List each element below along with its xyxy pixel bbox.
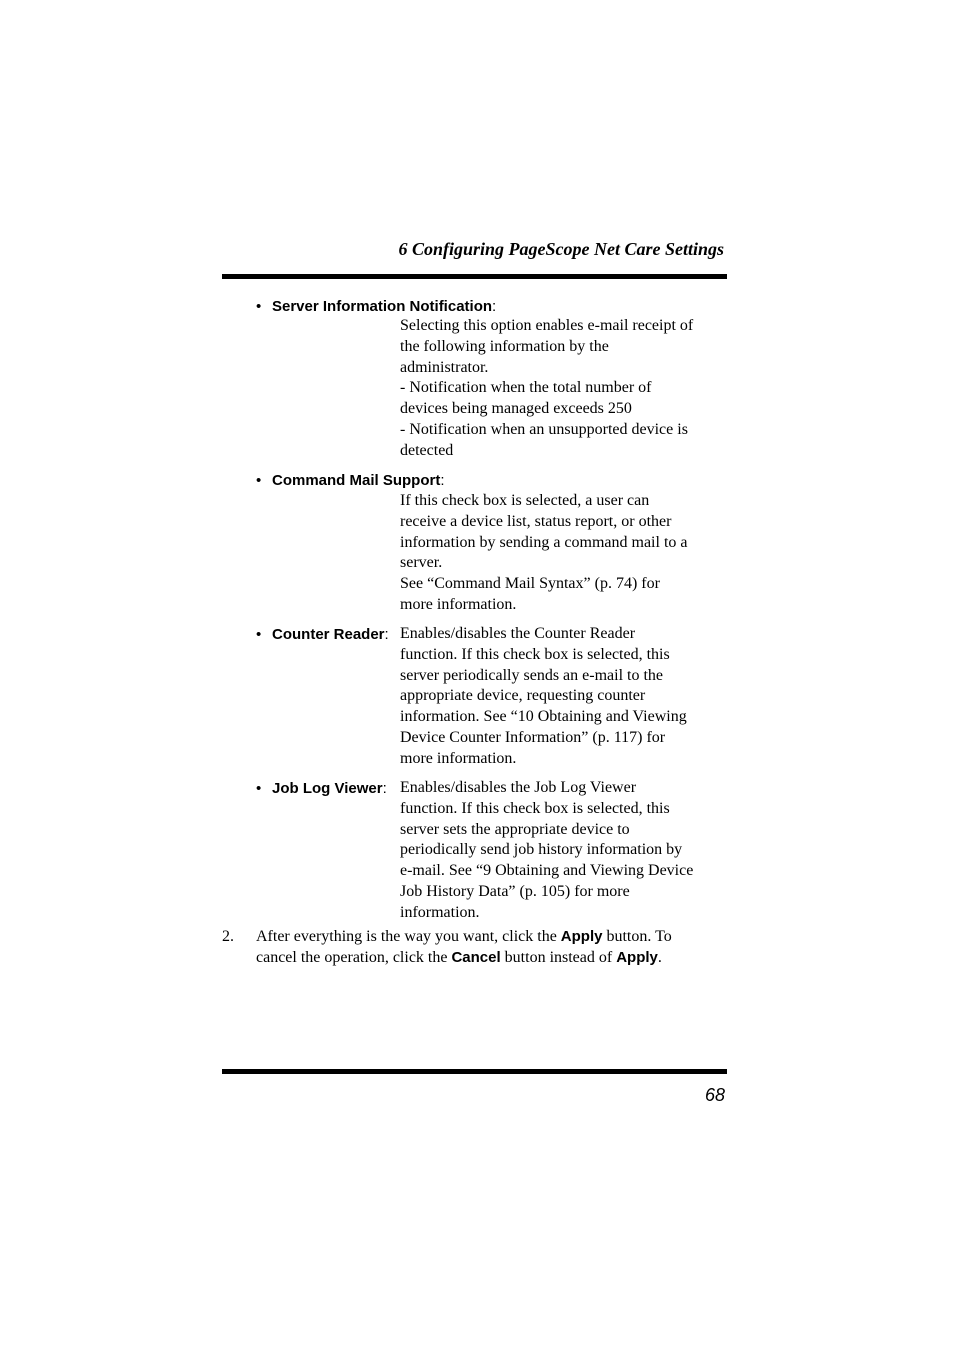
description-line: Enables/disables the Counter Reader bbox=[400, 625, 636, 642]
bullet-icon: • bbox=[256, 472, 262, 489]
description-line: periodically send job history information by bbox=[400, 841, 683, 859]
step-text-segment: After everything is the way you want, click the bbox=[256, 928, 561, 945]
chapter-header: 6 Configuring PageScope Net Care Settings bbox=[398, 239, 724, 259]
description-line: administrator. bbox=[400, 358, 489, 376]
step-text bbox=[256, 926, 672, 968]
page-number: 68 bbox=[704, 1085, 725, 1105]
apply-button-reference: Apply bbox=[560, 928, 603, 945]
header-rule bbox=[222, 274, 727, 279]
description-line: information by sending a command mail to a bbox=[400, 533, 688, 551]
bullet-heading-counter-reader bbox=[256, 624, 389, 645]
description-line: e-mail. See “9 Obtaining and Viewing Device bbox=[400, 862, 694, 880]
term-colon: : bbox=[440, 472, 445, 489]
description-line: more information. bbox=[400, 595, 517, 613]
description-line: more information. bbox=[400, 749, 517, 767]
description-line: the following information by the bbox=[400, 337, 609, 355]
apply-button-reference: Apply bbox=[616, 949, 658, 966]
term-label: Job Log Viewer bbox=[272, 780, 383, 797]
description-line: devices being managed exceeds 250 bbox=[400, 400, 632, 418]
description-line: appropriate device, requesting counter bbox=[400, 687, 646, 705]
term-label: Command Mail Support bbox=[272, 472, 441, 489]
term-label: Counter Reader bbox=[272, 626, 385, 643]
bullet-icon: • bbox=[256, 298, 262, 315]
step-line-2 bbox=[256, 947, 672, 968]
description-line: Selecting this option enables e-mail receipt of bbox=[400, 317, 694, 334]
description-line: detected bbox=[400, 441, 454, 459]
bullet-icon: • bbox=[256, 626, 262, 643]
description-job-log-viewer bbox=[400, 778, 728, 924]
description-line: Enables/disables the Job Log Viewer bbox=[400, 779, 637, 796]
term-colon: : bbox=[382, 780, 387, 797]
bullet-heading-command-mail-support bbox=[256, 470, 445, 491]
step-text-segment: button instead of bbox=[500, 949, 617, 966]
description-line: function. If this check box is selected, this bbox=[400, 645, 670, 663]
cancel-button-reference: Cancel bbox=[451, 949, 501, 966]
description-line: - Notification when the total number of bbox=[400, 379, 652, 397]
step-text-segment: button. To bbox=[602, 928, 672, 945]
description-counter-reader bbox=[400, 624, 728, 770]
step-number: 2. bbox=[222, 928, 234, 945]
description-line: information. See “10 Obtaining and Viewing bbox=[400, 708, 687, 726]
description-line: - Notification when an unsupported device is bbox=[400, 420, 688, 438]
term-colon: : bbox=[384, 626, 389, 643]
footer-rule bbox=[222, 1069, 727, 1074]
step-line-1 bbox=[256, 926, 672, 947]
term-label: Server Information Notification bbox=[272, 298, 493, 315]
bullet-icon: • bbox=[256, 780, 262, 797]
description-line: receive a device list, status report, or other bbox=[400, 512, 672, 530]
description-line: See “Command Mail Syntax” (p. 74) for bbox=[400, 575, 660, 593]
term-colon: : bbox=[492, 298, 497, 315]
description-line: server. bbox=[400, 554, 443, 572]
description-line: information. bbox=[400, 903, 480, 921]
description-line: Device Counter Information” (p. 117) for bbox=[400, 728, 666, 746]
description-line: If this check box is selected, a user can bbox=[400, 492, 650, 509]
description-server-information-notification bbox=[400, 316, 728, 462]
description-line: server sets the appropriate device to bbox=[400, 820, 630, 838]
bullet-heading-server-information-notification bbox=[256, 296, 496, 317]
description-line: Job History Data” (p. 105) for more bbox=[400, 882, 630, 900]
step-text-segment: . bbox=[657, 949, 662, 966]
description-line: server periodically sends an e-mail to the bbox=[400, 666, 664, 684]
bullet-heading-job-log-viewer bbox=[256, 778, 387, 799]
description-line: function. If this check box is selected, this bbox=[400, 799, 670, 817]
step-text-segment: cancel the operation, click the bbox=[256, 949, 452, 966]
description-command-mail-support bbox=[400, 491, 728, 616]
